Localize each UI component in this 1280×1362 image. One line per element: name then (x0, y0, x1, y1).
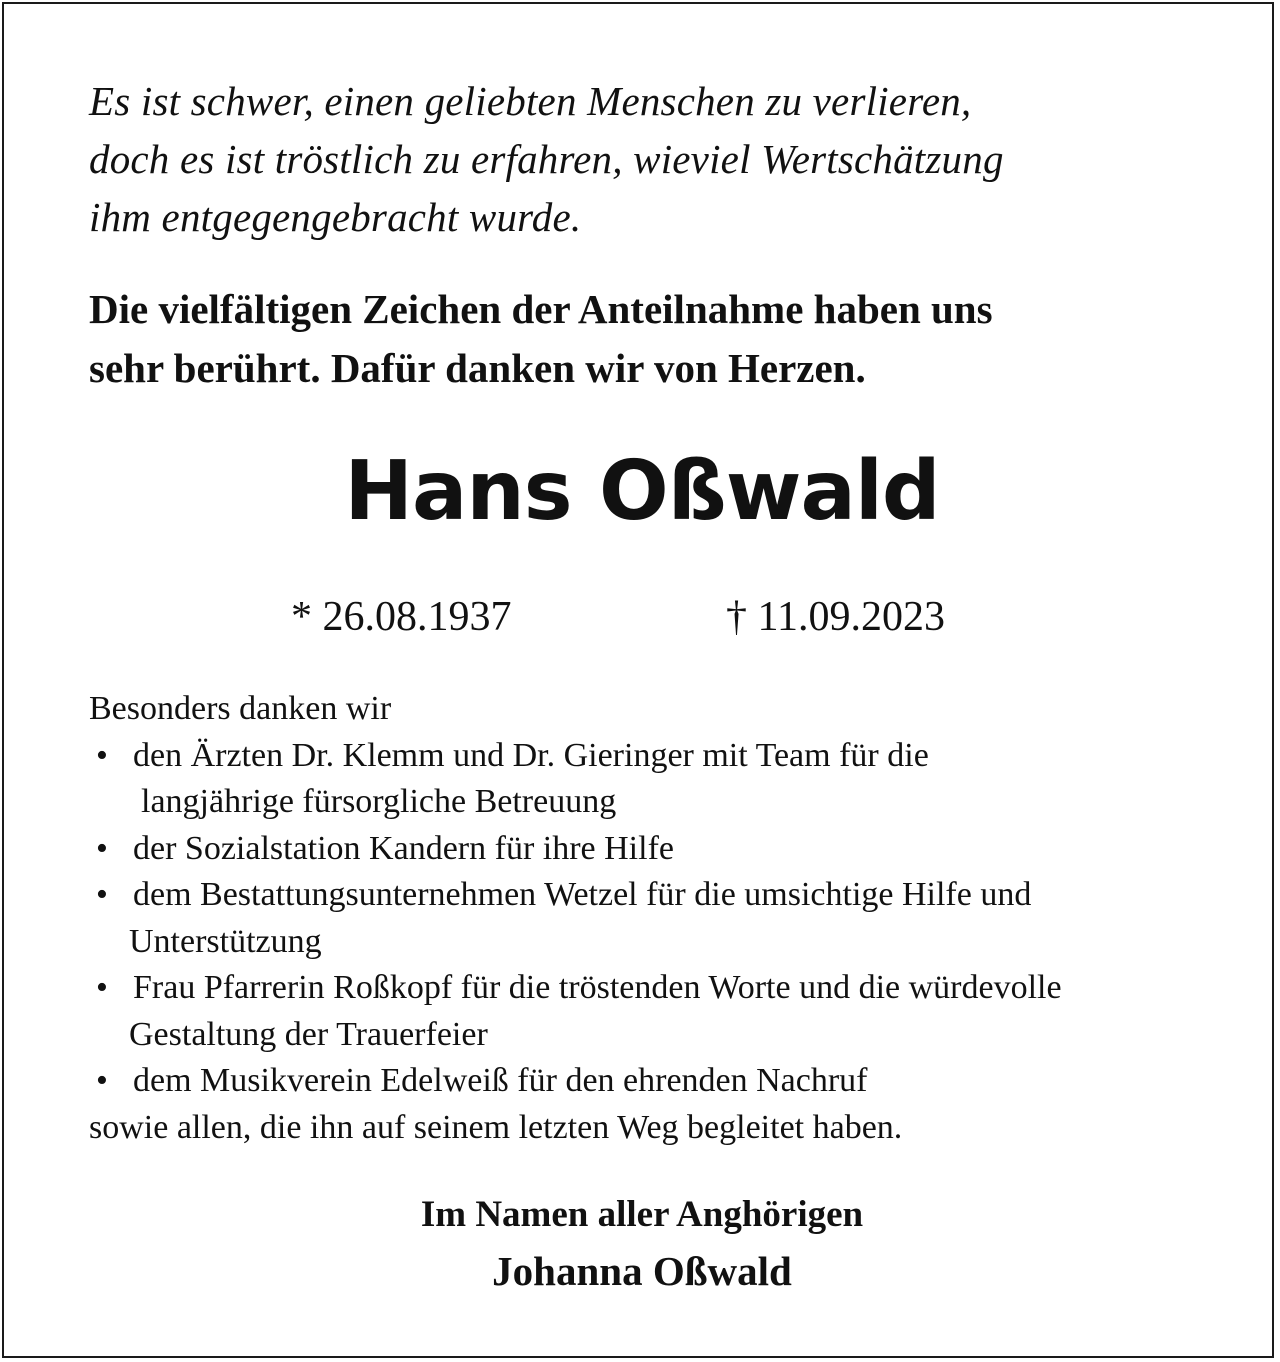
condolence-quote (89, 72, 1004, 246)
thanks-line: sehr berührt. Dafür danken wir von Herzen. (89, 345, 866, 391)
list-item-text: dem Musikverein Edelweiß für den ehrenden Nachruf (133, 1062, 868, 1099)
list-item (89, 872, 1062, 919)
bullet-icon: • (96, 829, 108, 867)
acknowledgements-intro: Besonders danken wir (89, 690, 392, 727)
list-item (89, 1058, 1062, 1105)
list-item-continuation: Gestaltung der Trauerfeier (129, 1015, 488, 1053)
quote-line: ihm entgegengebracht wurde. (89, 194, 582, 240)
deceased-name: Hans Oßwald (344, 444, 940, 539)
signature-name: Johanna Oßwald (492, 1248, 792, 1294)
bullet-icon: • (96, 736, 108, 774)
acknowledgements-outro: sowie allen, die ihn auf seinem letzten Weg begleitet haben. (89, 1108, 903, 1146)
quote-line: Es ist schwer, einen geliebten Menschen zu verlieren, (89, 78, 972, 124)
list-item-text: der Sozialstation Kandern für ihre Hilfe (133, 829, 674, 867)
list-item-text: den Ärzten Dr. Klemm und Dr. Gieringer mit Team für die (133, 736, 929, 774)
acknowledgements (89, 686, 1062, 1151)
obituary-card (2, 2, 1274, 1358)
signature-line: Im Namen aller Anghörigen (420, 1194, 864, 1235)
list-item-continuation: langjährige fürsorgliche Betreuung (141, 783, 617, 820)
list-item (89, 826, 1062, 873)
bullet-icon: • (96, 876, 108, 913)
list-item-text: Frau Pfarrerin Roßkopf für die tröstenden Worte und die würdevolle (133, 969, 1062, 1006)
list-item (89, 965, 1062, 1012)
bullet-icon: • (96, 969, 108, 1006)
thanks-line: Die vielfältigen Zeichen der Anteilnahme haben uns (89, 286, 993, 332)
thanks-statement (89, 280, 993, 398)
list-item-text: dem Bestattungsunternehmen Wetzel für die umsichtige Hilfe und (133, 876, 1032, 913)
quote-line: doch es ist tröstlich zu erfahren, wieviel Wertschätzung (89, 136, 1004, 182)
bullet-icon: • (96, 1062, 108, 1099)
birth-date: * 26.08.1937 (291, 594, 512, 640)
list-item (89, 733, 1062, 780)
list-item-continuation: Unterstützung (129, 922, 322, 960)
death-date: † 11.09.2023 (726, 594, 945, 640)
